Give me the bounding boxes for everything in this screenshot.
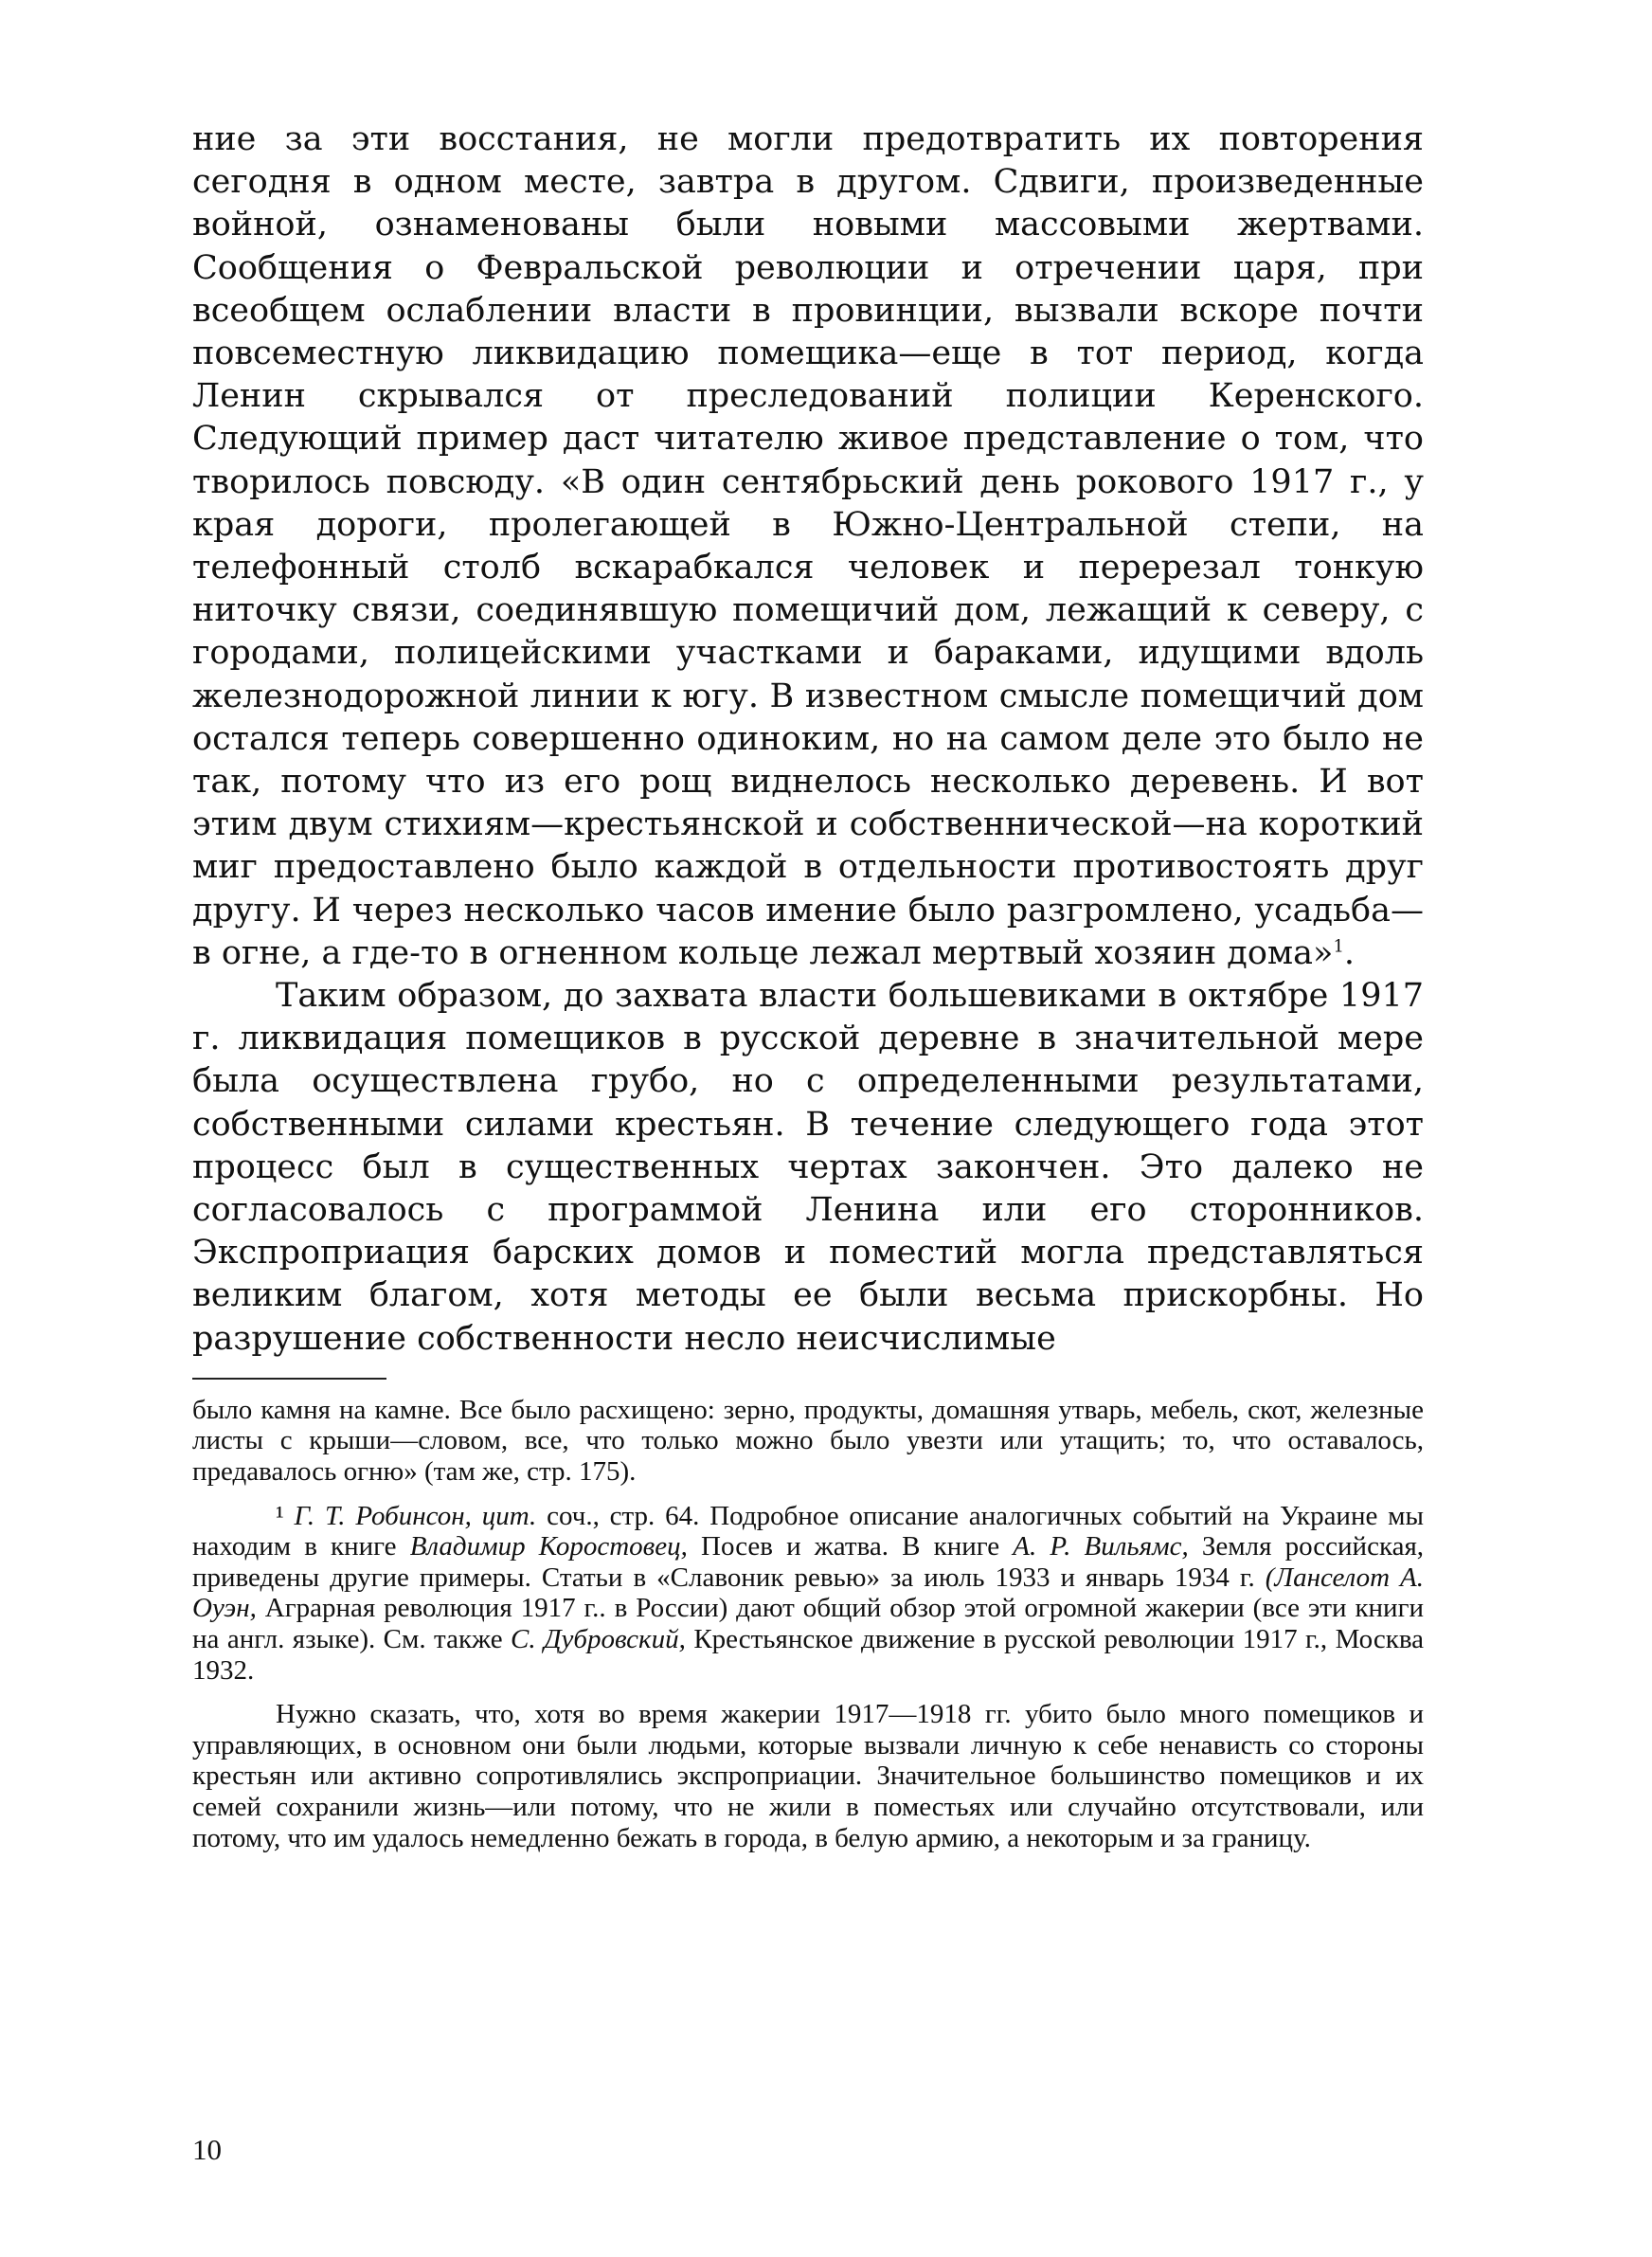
footnote-marker: 1 <box>1333 936 1344 957</box>
footnote-author: Владимир Коростовец, <box>409 1531 688 1562</box>
footnote-text: Посев и жатва. В книге <box>701 1531 1000 1562</box>
paragraph <box>192 118 1424 975</box>
footnote-mark: ¹ <box>276 1500 284 1531</box>
main-text <box>192 118 1424 1361</box>
footnote-1 <box>192 1501 1424 1687</box>
footnote-author: (Ланселот А. Оуэн, <box>192 1562 1425 1624</box>
paragraph-end: . <box>1343 933 1356 972</box>
page-number: 10 <box>192 2133 222 2166</box>
footnote-author: А. Р. Вильямс, <box>1013 1531 1189 1562</box>
footnote-text: соч., стр. 64. Подробное описание аналогичных событий на Украине мы находим в книге <box>192 1500 1425 1562</box>
paragraph: Таким образом, до захвата власти большевиками в октябре 1917 г. ликвидация помещиков в русской деревне в значительной мере была осуществлена грубо, но с определенными результатами, собственными силами крестьян. В течение следующего года этот процесс был в существенных чертах закончен. Это далеко не согласовалось с программой Ленина или его сторонников. Экспроприация барских домов и поместий могла представляться великим благом, хотя методы ее были весьма прискорбны. Но разрушение собственности несло неисчислимые <box>192 977 1424 1358</box>
footnote-text: Крестьянское движение в русской революции 1917 г., Москва 1932. <box>192 1624 1425 1686</box>
footnote-author: Г. Т. Робинсон, <box>294 1500 472 1531</box>
footnote-2: Нужно сказать, что, хотя во время жакерии 1917—1918 гг. убито было много помещиков и управляющих, в основном они были людьми, которые вызвали личную к себе ненависть со стороны крестьян или активно сопротивлялись экспроприации. Значительное большинство помещиков и их семей сохранили жизнь—или потому, что не жили в поместьях или случайно отсутствовали, или потому, что им удалось немедленно бежать в города, в белую армию, а некоторым и за границу. <box>192 1699 1424 1853</box>
footnotes <box>192 1395 1424 1853</box>
footnote-text: Земля российская, приведены другие примеры. Статьи в «Славоник ревью» за июль 1933 и январь 1934 г. <box>192 1531 1425 1593</box>
paragraph-text: ние за эти восстания, не могли предотвратить их повторения сегодня в одном месте, завтра в другом. Сдвиги, произведенные войной, ознаменованы были новыми массовыми жертвами. Сообщения о Февральской революции и отречении царя, при всеобщем ослаблении власти в провинции, вызвали вскоре почти повсеместную ликвидацию помещика—еще в тот период, когда Ленин скрывался от преследований полиции Керенского. Следующий пример даст читателю живое представление о том, что творилось повсюду. «В один сентябрьский день рокового 1917 г., у края дороги, пролегающей в Южно-Центральной степи, на телефонный столб вскарабкался человек и перерезал тонкую ниточку связи, соединявшую помещичий дом, лежащий к северу, с городами, полицейскими участками и бараками, идущими вдоль железнодорожной линии к югу. В известном смысле помещичий дом остался теперь совершенно одиноким, но на самом деле это было не так, потому что из его рощ виднелось несколько деревень. И вот этим двум стихиям—крестьянской и собственнической—на короткий миг предоставлено было каждой в отдельности противостоять друг другу. И через несколько часов имение было разгромлено, усадьба—в огне, а где-то в огненном кольце лежал мертвый хозяин дома» <box>192 120 1424 972</box>
footnote-text: Аграрная революция 1917 г.. в России) дают общий обзор этой огромной жакерии (все эти книги на англ. языке). См. также <box>192 1593 1424 1655</box>
footnote-divider <box>192 1378 386 1380</box>
footnote-continuation: было камня на камне. Все было расхищено: зерно, продукты, домашняя утварь, мебель, скот, железные листы с крыши—словом, все, что только можно было увезти или утащить; то, что оставалось, предавалось огню» (там же, стр. 175). <box>192 1394 1424 1488</box>
page-content <box>192 118 1424 1853</box>
footnote-cit: цит. <box>481 1500 537 1531</box>
footnote-author: С. Дубровский, <box>511 1624 686 1655</box>
